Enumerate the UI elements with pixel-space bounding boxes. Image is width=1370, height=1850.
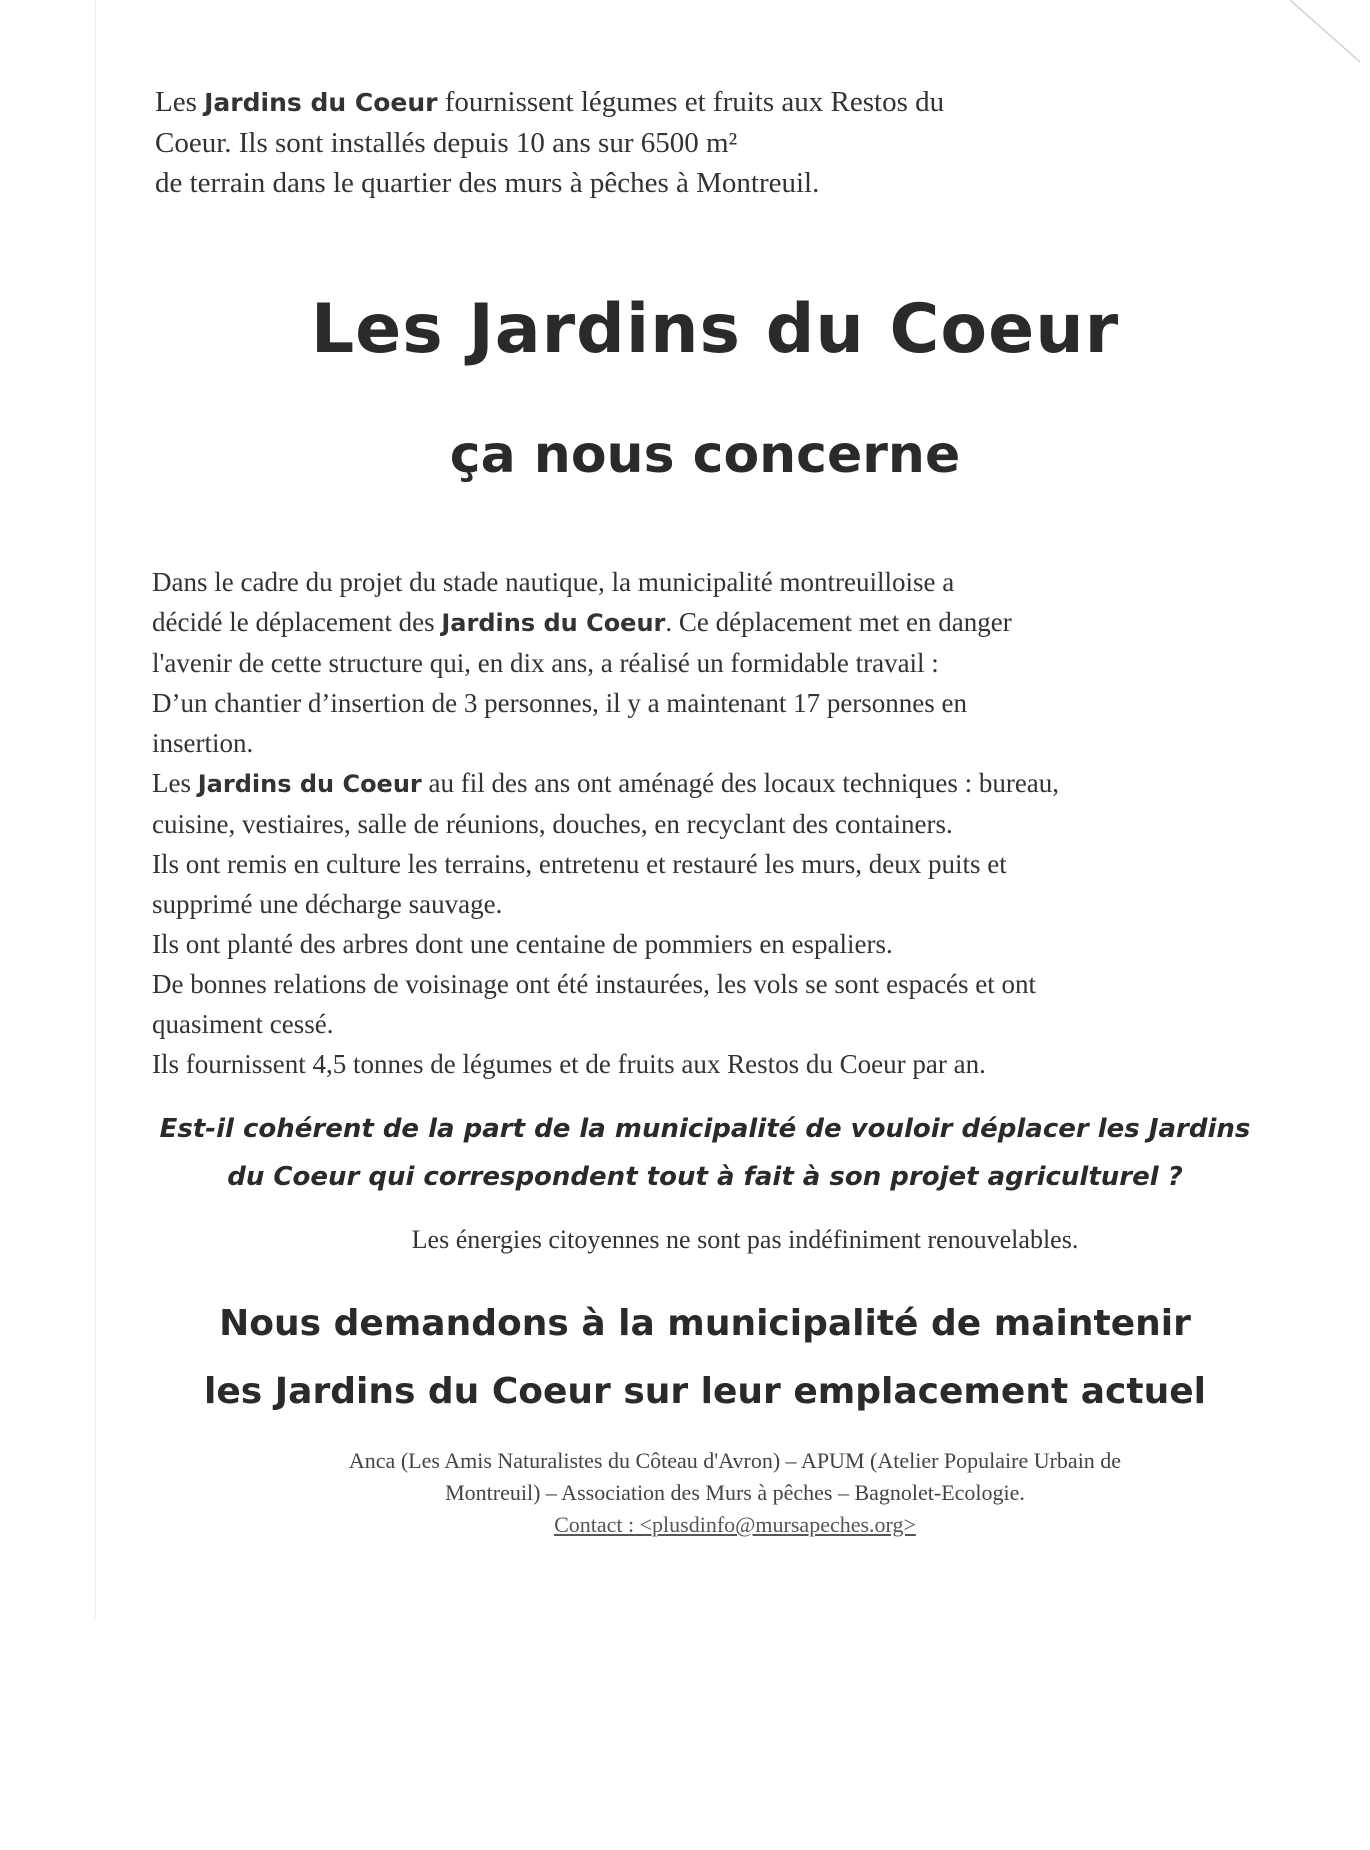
body-line bbox=[152, 763, 1262, 804]
body-text-span: . Ce déplacement met en danger bbox=[665, 607, 1012, 637]
body-text-span: au fil des ans ont aménagé des locaux techniques : bureau, bbox=[421, 768, 1060, 798]
demand-heading bbox=[150, 1290, 1260, 1426]
footer-line-1: Anca (Les Amis Naturalistes du Côteau d'Avron) – APUM (Atelier Populaire Urbain de bbox=[348, 1448, 1122, 1473]
question-heading bbox=[150, 1105, 1260, 1201]
scan-edge bbox=[95, 0, 96, 1620]
body-line: l'avenir de cette structure qui, en dix ans, a réalisé un formidable travail : bbox=[152, 648, 939, 678]
intro-line-2: Coeur. Ils sont installés depuis 10 ans sur 6500 m² bbox=[155, 127, 738, 159]
intro-text: Les bbox=[155, 86, 205, 118]
footer-line-2: Montreuil) – Association des Murs à pêches – Bagnolet-Ecologie. bbox=[445, 1480, 1025, 1505]
intro-line-3: de terrain dans le quartier des murs à pêches à Montreuil. bbox=[155, 167, 820, 199]
contact-email-link[interactable]: Contact : <plusdinfo@mursapeches.org> bbox=[554, 1512, 916, 1537]
page-subtitle: ça nous concerne bbox=[449, 425, 961, 485]
body-line: Dans le cadre du projet du stade nautique, la municipalité montreuilloise a bbox=[152, 567, 955, 597]
body-line: Ils ont planté des arbres dont une centaine de pommiers en espaliers. bbox=[152, 929, 893, 959]
body-line: Ils ont remis en culture les terrains, entretenu et restauré les murs, deux puits et bbox=[152, 849, 1007, 879]
body-text-span: Les bbox=[152, 768, 198, 798]
intro-text: fournissent légumes et fruits aux Restos du bbox=[437, 86, 945, 118]
body-jardins-du-coeur: Jardins du Coeur bbox=[441, 609, 666, 637]
energies-statement: Les énergies citoyennes ne sont pas indéfiniment renouvelables. bbox=[411, 1225, 1079, 1254]
signatories-footer bbox=[150, 1445, 1290, 1541]
body-line: D’un chantier d’insertion de 3 personnes, il y a maintenant 17 personnes en bbox=[152, 688, 968, 718]
body-line: De bonnes relations de voisinage ont été instaurées, les vols se sont espacés et ont bbox=[152, 969, 1037, 999]
body-jardins-du-coeur: Jardins du Coeur bbox=[197, 770, 422, 798]
body-line: insertion. bbox=[152, 728, 254, 758]
intro-paragraph bbox=[155, 82, 1155, 203]
intro-jardins-du-coeur: Jardins du Coeur bbox=[204, 88, 438, 117]
body-text-span: décidé le déplacement des bbox=[152, 607, 442, 637]
question-line-1: Est-il cohérent de la part de la municipalité de vouloir déplacer les Jardins bbox=[159, 1114, 1251, 1144]
body-line bbox=[152, 602, 1262, 643]
body-line: quasiment cessé. bbox=[152, 1009, 334, 1039]
body-text bbox=[152, 562, 1262, 1084]
demand-line-1: Nous demandons à la municipalité de maintenir bbox=[219, 1303, 1191, 1344]
body-line: Ils fournissent 4,5 tonnes de légumes et de fruits aux Restos du Coeur par an. bbox=[152, 1049, 986, 1079]
intro-line-1 bbox=[155, 82, 1155, 123]
demand-line-2: les Jardins du Coeur sur leur emplacement actuel bbox=[204, 1371, 1206, 1412]
body-line: supprimé une décharge sauvage. bbox=[152, 889, 503, 919]
question-line-2: du Coeur qui correspondent tout à fait à son projet agriculturel ? bbox=[227, 1162, 1183, 1192]
corner-fold-mark bbox=[1290, 0, 1370, 70]
page-title: Les Jardins du Coeur bbox=[310, 290, 1120, 369]
body-line: cuisine, vestiaires, salle de réunions, douches, en recyclant des containers. bbox=[152, 809, 953, 839]
